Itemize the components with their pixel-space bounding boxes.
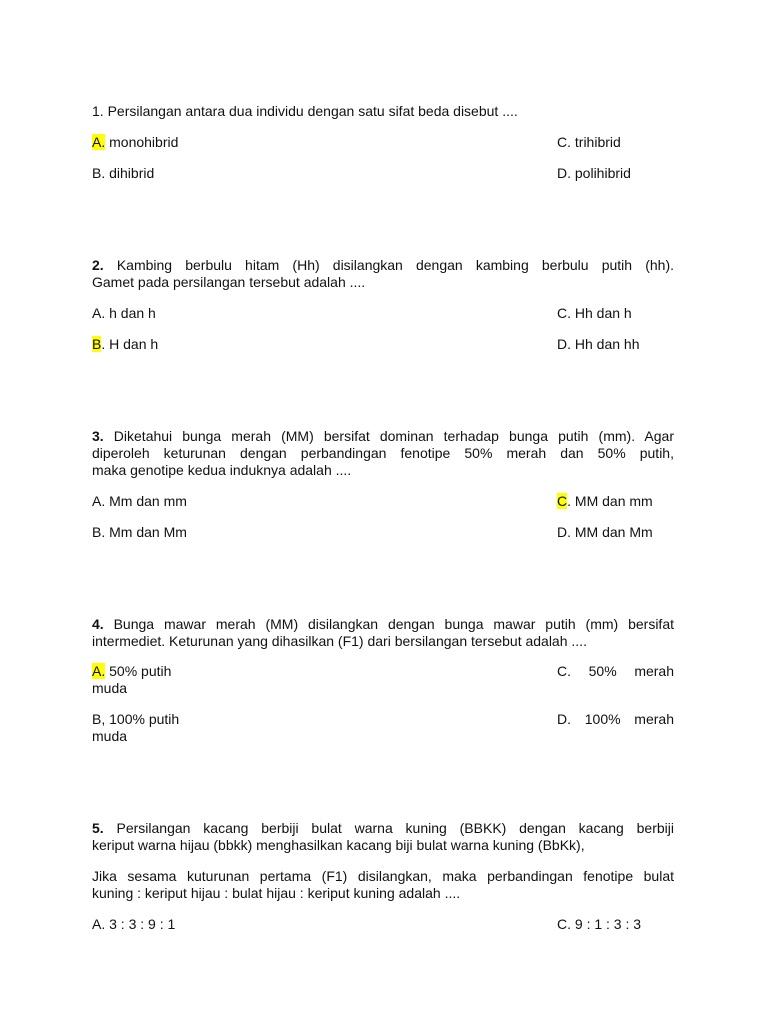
answer-highlight: B: [92, 336, 102, 352]
question-4-option-b-cont: muda: [92, 728, 128, 744]
question-5-number: 5.: [92, 820, 104, 836]
question-1: [92, 103, 518, 119]
option-text: 50% putih: [105, 663, 172, 679]
question-5-option-a: A. 3 : 3 : 9 : 1: [92, 916, 176, 932]
option-text: . MM dan mm: [567, 493, 653, 509]
question-5-line-3: Jika sesama kuturunan pertama (F1) disilangkan, maka perbandingan fenotipe bulat: [92, 868, 674, 884]
question-4-line-2: intermediet. Keturunan yang dihasilkan (F1) dari bersilangan tersebut adalah ....: [92, 633, 587, 649]
question-5-option-c: C. 9 : 1 : 3 : 3: [557, 916, 642, 932]
question-5-line-2: keriput warna hijau (bbkk) menghasilkan kacang biji bulat warna kuning (BbKk),: [92, 837, 585, 853]
question-4-text: Bunga mawar merah (MM) disilangkan dengan bunga mawar putih (mm) bersifat: [113, 616, 675, 632]
question-3-option-d: D. MM dan Mm: [557, 524, 653, 540]
question-5-text: Persilangan kacang berbiji bulat warna kuning (BBKK) dengan kacang berbiji: [116, 820, 674, 836]
question-2-option-d: D. Hh dan hh: [557, 336, 640, 352]
question-4-option-d: D. 100% merah: [557, 711, 674, 727]
question-2-text: Kambing berbulu hitam (Hh) disilangkan dengan kambing berbulu putih (hh).: [116, 257, 674, 273]
question-1-text: Persilangan antara dua individu dengan satu sifat beda disebut ....: [107, 103, 518, 119]
question-1-option-b: B. dihibrid: [92, 165, 155, 181]
question-1-option-a: [92, 134, 178, 150]
question-3-option-c: [557, 493, 653, 509]
question-3-line-3: maka genotipe kedua induknya adalah ....: [92, 462, 352, 478]
question-3-option-b: B. Mm dan Mm: [92, 524, 187, 540]
question-4-option-a-cont: muda: [92, 680, 128, 696]
question-1-number: 1.: [92, 103, 104, 119]
question-2-line-2: Gamet pada persilangan tersebut adalah ....: [92, 274, 366, 290]
option-text: monohibrid: [105, 134, 179, 150]
question-1-option-d: D. polihibrid: [557, 165, 631, 181]
question-4-option-b: B, 100% putih: [92, 711, 180, 727]
option-text: . H dan h: [101, 336, 159, 352]
answer-highlight: A.: [92, 134, 106, 150]
question-4-option-c: C. 50% merah: [557, 663, 674, 679]
question-2-option-a: A. h dan h: [92, 305, 156, 321]
question-3-line-2: diperoleh keturunan dengan perbandingan fenotipe 50% merah dan 50% putih,: [92, 445, 674, 461]
answer-highlight: A.: [92, 663, 106, 679]
question-4-number: 4.: [92, 616, 104, 632]
question-3-text: Diketahui bunga merah (MM) bersifat dominan terhadap bunga putih (mm). Agar: [113, 428, 674, 444]
question-1-option-c: C. trihibrid: [557, 134, 621, 150]
question-3-line-1: [92, 428, 674, 444]
question-5-line-1: [92, 820, 674, 836]
question-2-line-1: [92, 257, 674, 273]
question-2-option-c: C. Hh dan h: [557, 305, 632, 321]
question-3-option-a: A. Mm dan mm: [92, 493, 187, 509]
question-4-line-1: [92, 616, 674, 632]
question-4-option-a: [92, 663, 171, 679]
question-2-option-b: [92, 336, 158, 352]
question-5-line-4: kuning : keriput hijau : bulat hijau : keriput kuning adalah ....: [92, 885, 461, 901]
question-3-number: 3.: [92, 428, 104, 444]
answer-highlight: C: [557, 493, 568, 509]
question-2-number: 2.: [92, 257, 104, 273]
